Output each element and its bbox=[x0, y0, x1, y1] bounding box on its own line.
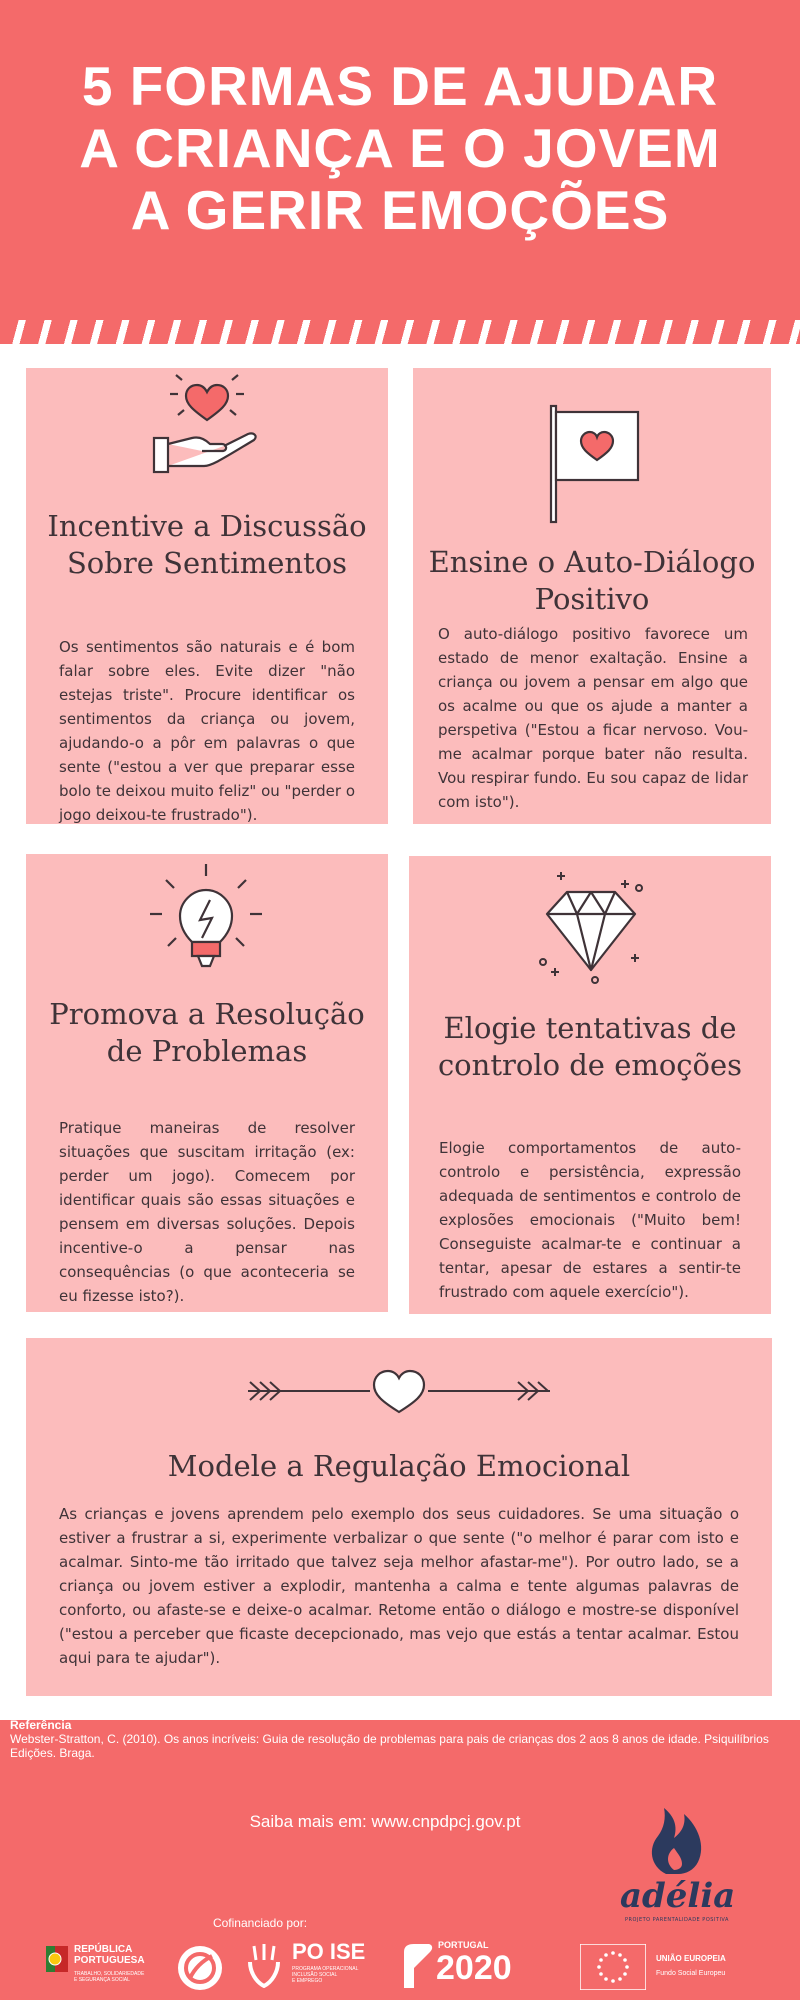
portugal-label: PORTUGAL bbox=[438, 1940, 489, 1950]
portugal-2020-logo bbox=[400, 1940, 560, 1996]
uniao-europeia-logo bbox=[580, 1944, 770, 1992]
poise-sub3: E EMPREGO bbox=[292, 1978, 323, 1984]
republica-portuguesa-logo bbox=[46, 1944, 166, 1994]
adelia-logo-icon bbox=[644, 1804, 712, 1876]
top-stripe-divider bbox=[0, 320, 800, 344]
diamond-icon bbox=[531, 872, 651, 984]
card-title: Elogie tentativas de controlo de emoções bbox=[437, 1011, 743, 1082]
card-self-talk bbox=[413, 368, 771, 824]
portugal-flag-icon bbox=[46, 1946, 68, 1972]
arrow-heart-icon bbox=[248, 1366, 550, 1416]
website-link[interactable]: Saiba mais em: www.cnpdpcj.gov.pt bbox=[249, 1812, 521, 1831]
content-area bbox=[0, 344, 800, 1720]
page-title: 5 FORMAS DE AJUDAR A CRIANÇA E O JOVEM A GERIR EMOÇÕES bbox=[79, 55, 721, 241]
portugal-2020-symbol-icon bbox=[400, 1942, 434, 1990]
eu-line1: UNIÃO EUROPEIA bbox=[656, 1954, 726, 1963]
eu-flag-icon bbox=[580, 1944, 646, 1990]
card-text: Pratique maneiras de resolver situações que suscitam irritação (ex: perder um jogo). Comecem por identificar quais são essas situações e pensem em diversas soluções. Depois incentive-o a pensar nas consequências (o que aconteceria se eu fizesse isto?). bbox=[59, 1119, 355, 1305]
poise-title: PO ISE bbox=[292, 1939, 366, 1964]
republica-line1: REPÚBLICA bbox=[74, 1944, 133, 1955]
republica-line2: PORTUGUESA bbox=[74, 1955, 145, 1966]
republica-sub1: TRABALHO, SOLIDARIEDADE bbox=[74, 1971, 145, 1977]
card-text: Elogie comportamentos de auto-controlo e persistência, expressão adequada de sentimentos e controlo de explosões emocionais ("Muito bem! Conseguiste acalmar-te e continuar a tentar, apesar de estares a sentir-te frustrado com aquele exercício"). bbox=[439, 1139, 741, 1301]
poise-sub2: INCLUSÃO SOCIAL bbox=[292, 1972, 338, 1978]
adelia-logo-subtitle: PROJETO PARENTALIDADE POSITIVA bbox=[625, 1917, 729, 1923]
card-title: Ensine o Auto-Diálogo Positivo bbox=[428, 545, 756, 616]
card-text: O auto-diálogo positivo favorece um estado de menor exaltação. Ensine a criança ou jovem a pensar em algo que os acalme ou que os ajude a manter a perspetiva ("Estou a ficar nervoso. Vou-me acalmar porque bater não resulta. Vou respirar fundo. Eu sou capaz de lidar com isto"). bbox=[438, 625, 748, 811]
adelia-logo-text: adélia bbox=[620, 1876, 736, 1916]
lightbulb-icon bbox=[144, 862, 268, 972]
poise-logo bbox=[244, 1940, 384, 1996]
card-text: Os sentimentos são naturais e é bom falar sobre eles. Evite dizer "não estejas triste". Procure identificar os sentimentos da criança ou jovem, ajudando-o a pôr em palavras o que sente ("estou a ver que preparar esse bolo te deixou muito feliz" ou "perder o jogo deixou-te frustrado"). bbox=[59, 638, 355, 824]
card-title: Promova a Resolução de Problemas bbox=[49, 997, 365, 1068]
portugal-year: 2020 bbox=[436, 1949, 512, 1987]
card-title: Incentive a Discussão Sobre Sentimentos bbox=[47, 509, 367, 580]
republica-sub2: E SEGURANÇA SOCIAL bbox=[74, 1977, 130, 1983]
cofinanced-label: Cofinanciado por: bbox=[212, 1916, 308, 1930]
heart-flag-icon bbox=[547, 404, 643, 524]
card-praise bbox=[409, 856, 771, 1314]
card-problem-solving bbox=[26, 854, 388, 1312]
card-discussion bbox=[26, 368, 388, 824]
hand-heart-icon bbox=[148, 374, 266, 474]
hands-icon bbox=[244, 1942, 284, 1988]
card-model-regulation bbox=[26, 1338, 772, 1696]
card-title: Modele a Regulação Emocional bbox=[167, 1449, 631, 1483]
reference-text: Webster-Stratton, C. (2010). Os anos incríveis: Guia de resolução de problemas para pais de crianças dos 2 aos 8 anos de idade. Psiquilíbrios Edições. Braga. bbox=[10, 1732, 769, 1760]
poise-sub1: PROGRAMA OPERACIONAL bbox=[292, 1966, 359, 1972]
header bbox=[0, 0, 800, 320]
reference-title: Referência bbox=[10, 1718, 72, 1732]
eu-line2: Fundo Social Europeu bbox=[656, 1970, 726, 1977]
card-text: As crianças e jovens aprendem pelo exemplo dos seus cuidadores. Se uma situação o estiver a frustrar a si, experimente verbalizar o que sente ("o melhor é parar com isto e acalmar. Sinto-me tão irritado que talvez seja melhor afastar-me"). Por outro lado, se a criança ou jovem estiver a explodir, mantenha a calma e tente algumas palavras de conforto, ou afaste-se e deixe-o acalmar. Retome então o diálogo e mostre-se disponível ("estou a perceber que ficaste decepcionado, mas vejo que estás a tentar acalmar. Estou aqui para te ajudar"). bbox=[59, 1505, 739, 1667]
cnpdpcj-logo-icon bbox=[176, 1944, 224, 1992]
